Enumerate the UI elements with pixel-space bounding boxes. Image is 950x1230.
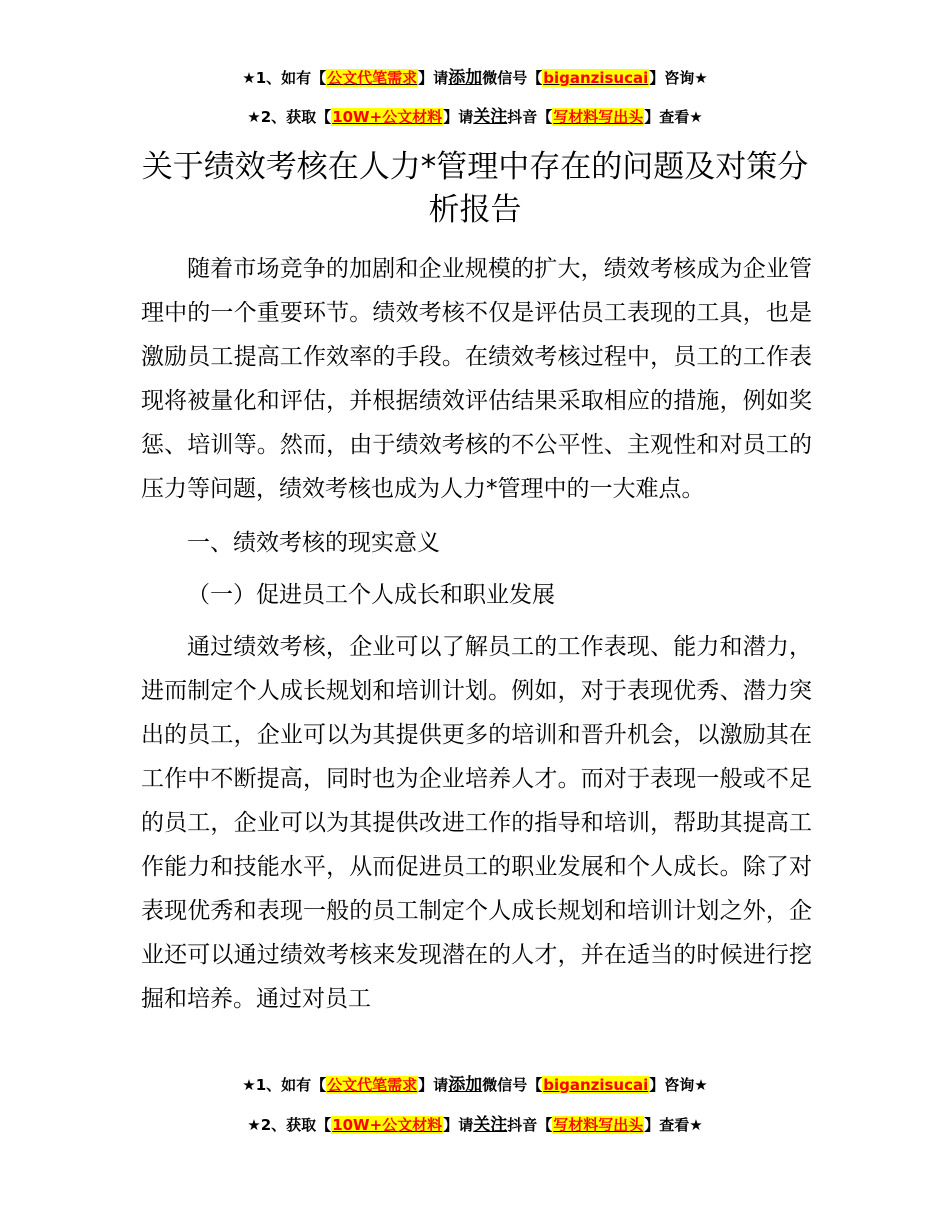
banner-highlight: biganzisucai [543,69,649,87]
banner-text: ★2、获取【 [247,1116,332,1134]
banner-text: 】请 [418,69,449,87]
intro-paragraph: 随着市场竞争的加剧和企业规模的扩大，绩效考核成为企业管理中的一个重要环节。绩效考核不仅是评估员工表现的工具，也是激励员工提高工作效率的手段。在绩效考核过程中，员工的工作表现将被量化和评估，并根据绩效评估结果采取相应的措施，例如奖惩、培训等。然而，由于绩效考核的不公平性、主观性和对员工的压力等问题，绩效考核也成为人力*管理中的一大难点。 [141,256,812,502]
document-body [141,247,812,1021]
banner-emphasis: 关注 [473,107,508,127]
banner-text: 微信号【 [482,1076,543,1094]
banner-text: ★1、如有【 [242,1076,327,1094]
banner-text: ★2、获取【 [247,108,332,126]
banner-text: 抖音【 [507,108,553,126]
body-paragraph: 通过绩效考核，企业可以了解员工的工作表现、能力和潜力，进而制定个人成长规划和培训计划。例如，对于表现优秀、潜力突出的员工，企业可以为其提供更多的培训和晋升机会，以激励其在工作中不断提高，同时也为企业培养人才。而对于表现一般或不足的员工，企业可以为其提供改进工作的指导和培训，帮助其提高工作能力和技能水平，从而促进员工的职业发展和个人成长。除了对表现优秀和表现一般的员工制定个人成长规划和培训计划之外，企业还可以通过绩效考核来发现潜在的人才，并在适当的时候进行挖掘和培养。通过对员工 [141,634,812,1012]
banner-top-line-1 [0,68,950,88]
banner-text: 微信号【 [482,69,543,87]
document-title: 关于绩效考核在人力*管理中存在的问题及对策分析报告 [141,149,809,228]
banner-text: 】查看★ [644,1116,703,1134]
banner-highlight: 写材料写出头 [553,108,644,126]
banner-bottom-line-1 [0,1075,950,1095]
banner-emphasis: 关注 [473,1115,508,1135]
banner-highlight: 公文代笔需求 [327,69,418,87]
banner-text: 】咨询★ [649,69,708,87]
banner-highlight: 10W+公文材料 [332,1116,443,1134]
banner-bottom-line-2 [0,1115,950,1135]
banner-text: 】请 [418,1076,449,1094]
banner-highlight: 10W+公文材料 [332,108,443,126]
banner-text: 抖音【 [507,1116,553,1134]
banner-text: 】请 [443,1116,474,1134]
banner-text: 】咨询★ [649,1076,708,1094]
banner-highlight: 公文代笔需求 [327,1076,418,1094]
banner-text: 】请 [443,108,474,126]
banner-emphasis: 添加 [448,1075,483,1095]
banner-highlight: 写材料写出头 [553,1116,644,1134]
subsection-heading: （一）促进员工个人成长和职业发展 [187,582,555,608]
banner-top-line-2 [0,107,950,127]
banner-text: 】查看★ [644,108,703,126]
banner-highlight: biganzisucai [543,1076,649,1094]
banner-emphasis: 添加 [448,68,483,88]
banner-text: ★1、如有【 [242,69,327,87]
section-heading: 一、绩效考核的现实意义 [187,530,440,556]
